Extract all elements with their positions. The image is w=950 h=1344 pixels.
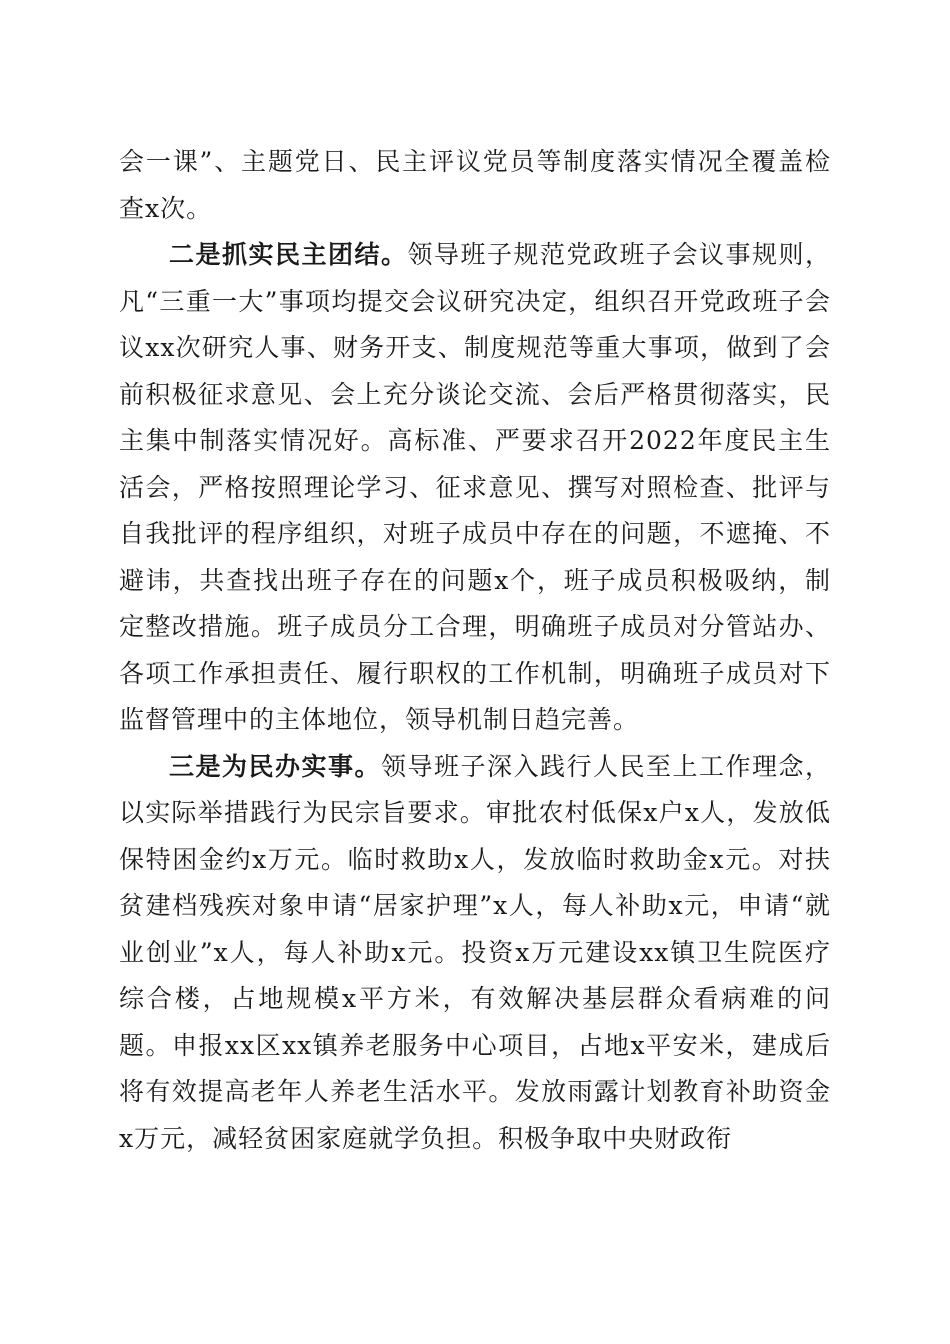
paragraph-heading: 三是为民办实事。 [169,751,381,781]
paragraph-democratic-unity [119,232,831,744]
paragraph-heading: 二是抓实民主团结。 [169,240,408,269]
paragraph-continuation [119,139,831,232]
paragraph-practical-matters [119,744,831,1163]
document-body [119,139,831,1162]
paragraph-text: 会一课”、主题党日、民主评议党员等制度落实情况全覆盖检查x次。 [119,147,831,223]
paragraph-text: 领导班子规范党政班子会议事规则，凡“三重一大”事项均提交会议研究决定，组织召开党政班子会议xx次研究人事、财务开支、制度规范等重大事项，做到了会前积极征求意见、会上充分谈论交流、会后严格贯彻落实，民主集中制落实情况好。高标准、严要求召开2022年度民主生活会，严格按照理论学习、征求意见、撰写对照检查、批评与自我批评的程序组织，对班子成员中存在的问题，不遮掩、不避讳，共查找出班子存在的问题x个，班子成员积极吸纳，制定整改措施。班子成员分工合理，明确班子成员对分管站办、各项工作承担责任、履行职权的工作机制，明确班子成员对下监督管理中的主体地位，领导机制日趋完善。 [119,240,831,734]
paragraph-text: 领导班子深入践行人民至上工作理念，以实际举措践行为民宗旨要求。审批农村低保x户x人，发放低保特困金约x万元。临时救助x人，发放临时救助金x元。对扶贫建档残疾对象申请“居家护理”x人，每人补助x元，申请“就业创业”x人，每人补助x元。投资x万元建设xx镇卫生院医疗综合楼，占地规模x平方米，有效解决基层群众看病难的问题。申报xx区xx镇养老服务中心项目，占地x平安米，建成后将有效提高老年人养老生活水平。发放雨露计划教育补助资金x万元，减轻贫困家庭就学负担。积极争取中央财政衔 [119,751,831,1153]
